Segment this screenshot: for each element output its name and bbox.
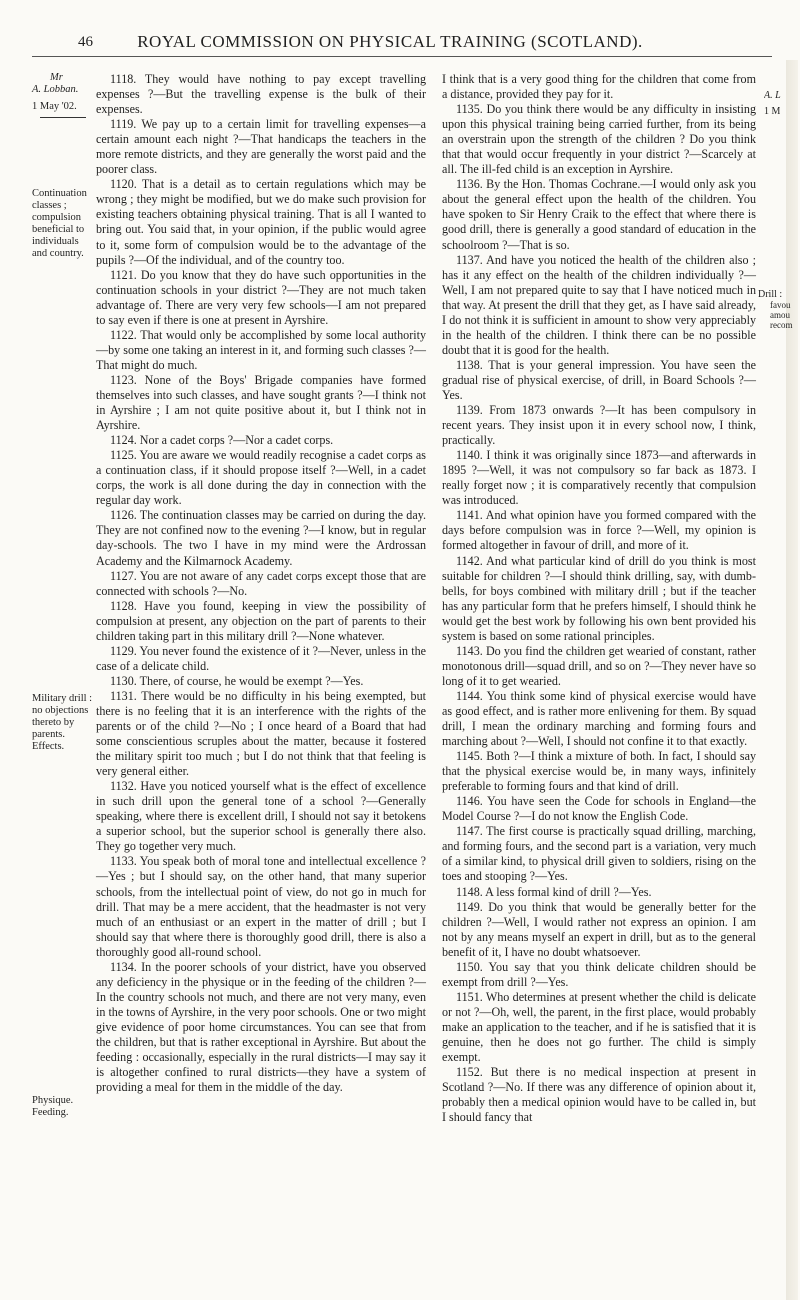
edge-note: 1 M (764, 106, 781, 117)
edge-note: Drill : (758, 289, 783, 300)
paragraph: 1122. That would only be accomplished by some local authority—by some one taking an interest in it, and forming such classes ?—That might do much. (96, 327, 426, 372)
paragraph: 1134. In the poorer schools of your district, have you observed any deficiency in the physique or in the feeding of the children ?—In the country schools not much, and there are not very many, even in the towns of Ayrshire, in the very poor schools. One or two might give evidence of poor home circumstances. You can see that from the children, but that is rather exceptional in Ayrshire. But about the feeding : occasionally, especially in the rural districts—I may say it is altogether confined to rural districts—they have a system of providing a meal for them in the middle of the day. (96, 959, 426, 1095)
paragraph: 1151. Who determines at present whether the child is delicate or not ?—Oh, well, the parent, in the first place, would probably make an application to the teacher, and if he is satisfied that it is genuine, then he does not go further. The child is simply exempt. (442, 989, 756, 1065)
paragraph: 1145. Both ?—I think a mixture of both. In fact, I should say that the physical exercise would be, in many ways, infinitely preferable to forming fours and that kind of drill. (442, 749, 756, 794)
paragraph: 1133. You speak both of moral tone and intellectual excellence ?—Yes ; but I should say, on the other hand, that many superior schools, from the intellectual point of view, do not go in much for drill. That may be a mere accident, that the headmaster is not very much of an enthusiast or an expert in the matter of drill ; but I should say that where there is thoroughly good drill, there is also a thoroughly good all-round school. (96, 854, 426, 959)
paragraph: 1135. Do you think there would be any difficulty in insisting upon this physical training being carried further, from its being an overstrain upon the strength of the children ? Do you think that that would occur frequently in your district ?—Scarcely at all. The ill-fed child is an exception in Ayrshire. (442, 102, 756, 177)
page-edge-strip (786, 60, 798, 1300)
paragraph: 1124. Nor a cadet corps ?—Nor a cadet corps. (110, 433, 334, 448)
paragraph: 1129. You never found the existence of it ?—Never, unless in the case of a delicate child. (96, 643, 426, 673)
edge-note: recom (770, 320, 793, 330)
margin-dash (40, 117, 86, 118)
running-title: ROYAL COMMISSION ON PHYSICAL TRAINING (SCOTLAND). (137, 32, 643, 51)
paragraph: 1147. The first course is practically squad drilling, marching, and forming fours, and the second part is a variation, very much of a similar kind, to physical drill given to soldiers, rising on the toes and stooping ?—Yes. (442, 824, 756, 884)
paragraph: 1127. You are not aware of any cadet corps except those that are connected with schools ?—No. (96, 568, 426, 598)
header-rule (32, 56, 772, 57)
paragraph: 1132. Have you noticed yourself what is the effect of excellence in such drill upon the general tone of a school ?—Generally speaking, where there is excellent drill, I should not say it betokens a superior school, but the superior school is generally there also. They go together very much. (96, 779, 426, 854)
paragraph: 1138. That is your general impression. You have seen the gradual rise of physical exercise, of drill, in Board Schools ?—Yes. (442, 357, 756, 402)
paragraph: 1140. I think it was originally since 1873—and afterwards in 1895 ?—Well, it was not compulsory so far back as 1873. I really forget now ; it is comparatively recently that compulsion was introduced. (442, 448, 756, 508)
margin-note-continuation: Continuation classes ; compulsion beneficial to individuals and country. (32, 188, 87, 259)
left-column (96, 72, 426, 1095)
edge-note: A. L (764, 90, 781, 101)
edge-note: favou (770, 300, 791, 310)
paragraph: 1137. And have you noticed the health of the children also ; has it any effect on the health of the children individually ?—Well, I am not prepared quite to say that I have noticed much in that way. At present the drill that they get, as I have said already, I do not think it is sufficient in amount to show very appreciably in the health of the children. I think there can be no possible doubt that it is good for the health. (442, 252, 756, 357)
paragraph: 1148. A less formal kind of drill ?—Yes. (456, 884, 652, 899)
page-number: 46 (78, 34, 93, 50)
edge-note: amou (770, 310, 790, 320)
paragraph: 1128. Have you found, keeping in view the possibility of compulsion at present, any objection on the part of parents to their children taking part in this military drill ?—None whatever. (96, 598, 426, 643)
paragraph: 1126. The continuation classes may be carried on during the day. They are not confined now to the evening ?—I know, but in regular day-schools. The two I have in my mind were the Ardrossan Academy and the Kilmarnock Academy. (96, 508, 426, 568)
paragraph: 1144. You think some kind of physical exercise would have as good effect, and is rather more enlivening for them. By squad drill, I mean the ordinary marching and forming fours and marching about ?—Well, I should not confine it to that exactly. (442, 688, 756, 749)
paragraph: 1119. We pay up to a certain limit for travelling expenses—a certain amount each night ?—That handicaps the teachers in the more remote districts, and they are generally the worst paid and the poorer class. (96, 117, 426, 177)
witness-date: 1 May '02. (32, 101, 77, 112)
paragraph: 1136. By the Hon. Thomas Cochrane.—I would only ask you about the general effect upon the health of the children. You have spoken to Sir Henry Craik to the effect that where there is good drill, there is generally a good standard of education in the schoolroom ?—That is so. (442, 177, 756, 252)
paragraph-continued: I think that is a very good thing for the children that come from a distance, provided they pay for it. (442, 72, 756, 102)
right-column (442, 72, 756, 1125)
paragraph: 1125. You are aware we would readily recognise a cadet corps as a continuation class, if it should propose itself ?—Well, in a cadet corps, the work is all done during the day in connection with the regular day work. (96, 448, 426, 508)
paragraph: 1120. That is a detail as to certain regulations which may be wrong ; they might be modified, but we do make such provision for existing teachers obtaining physical training. That is all I wanted to bring out. You said that, in your opinion, if the public would agree to it, some form of compulsion would be to the advantage of the pupils ?—Of the individual, and of the country too. (96, 177, 426, 267)
adjacent-page-edge (758, 60, 800, 1300)
paragraph: 1149. Do you think that would be generally better for the children ?—Well, I would rather not express an opinion. I am not by any means myself an expert in drill, but as to the general benefit of it, I have no doubt whatsoever. (442, 899, 756, 959)
paragraph: 1141. And what opinion have you formed compared with the days before compulsion was in force ?—Well, my opinion is formed altogether in favour of drill, and more of it. (442, 508, 756, 553)
paragraph: 1150. You say that you think delicate children should be exempt from drill ?—Yes. (442, 959, 756, 989)
paragraph: 1131. There would be no difficulty in his being exempted, but there is no feeling that it is an interference with the rights of the parents or of the child ?—No ; I once heard of a Board that had some conscientious scruples about the matter, because it fostered the military spirit too much ; but I do not think that that feeling is very general either. (96, 688, 426, 779)
paragraph: 1118. They would have nothing to pay except travelling expenses ?—But the travelling expense is the bulk of their expenses. (96, 72, 426, 117)
witness-marginal-note (32, 72, 94, 118)
paragraph: 1130. There, of course, he would be exempt ?—Yes. (110, 673, 364, 688)
paragraph: 1143. Do you find the children get wearied of constant, rather monotonous drill—squad drill, and so on ?—They never have so long of it to get wearied. (442, 643, 756, 688)
witness-name: A. Lobban. (32, 84, 79, 95)
paragraph: 1123. None of the Boys' Brigade companies have formed themselves into such classes, and have sought grants ?—I think not in Ayrshire ; I am not quite positive about it, but I think not in Ayrshire. (96, 372, 426, 433)
margin-note-physique: Physique. Feeding. (32, 1095, 74, 1118)
margin-note-military-drill: Military drill : no objections thereto by parents. Effects. (32, 693, 93, 752)
witness-prefix: Mr (50, 72, 63, 83)
paragraph: 1139. From 1873 onwards ?—It has been compulsory in recent years. They insist upon it in every school now, I think, practically. (442, 403, 756, 448)
paragraph: 1142. And what particular kind of drill do you think is most suitable for children ?—I should think drilling, say, with dumb-bells, for boys combined with military drill ; but if the teacher has any particular form that he prefers himself, I should think he would get the best work by following his own bent provided his system is based on some rational principles. (442, 553, 756, 643)
paragraph: 1146. You have seen the Code for schools in England—the Model Course ?—I do not know the English Code. (442, 794, 756, 824)
paragraph: 1121. Do you know that they do have such opportunities in the continuation schools in your district ?—They are not much taken advantage of. There are very very few schools—I am not prepared to say even if there is one at present in Ayrshire. (96, 267, 426, 327)
paragraph: 1152. But there is no medical inspection at present in Scotland ?—No. If there was any difference of opinion about it, probably then a medical opinion would have to be called in, but I should fancy that (442, 1065, 756, 1125)
